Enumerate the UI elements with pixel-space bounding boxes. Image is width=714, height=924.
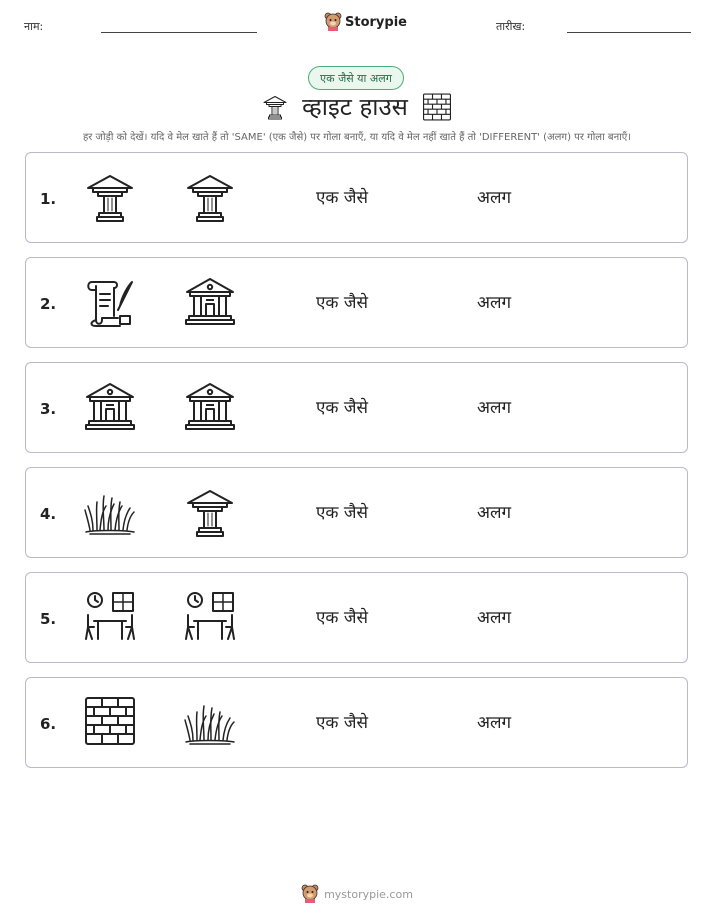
page-title: व्हाइट हाउस [302, 93, 408, 121]
brick-wall-icon [422, 93, 452, 121]
date-label: तारीख: [496, 20, 526, 33]
bear-icon [324, 12, 342, 32]
column-icon [262, 92, 288, 122]
question-number: 1. [40, 190, 57, 208]
question-row [25, 362, 688, 453]
question-row [25, 467, 688, 558]
option-different[interactable]: अलग [477, 188, 512, 208]
dining-room-icon [84, 591, 136, 643]
option-same[interactable]: एक जैसे [316, 503, 368, 523]
footer [0, 884, 714, 904]
question-number: 3. [40, 400, 57, 418]
storypie-logo [324, 12, 407, 32]
question-row [25, 152, 688, 243]
government-building-icon [184, 276, 236, 328]
option-same[interactable]: एक जैसे [316, 608, 368, 628]
dining-room-icon [184, 591, 236, 643]
question-row [25, 677, 688, 768]
instructions: हर जोड़ी को देखें। यदि वे मेल खाते हैं तो 'SAME' (एक जैसे) पर गोला बनाएँ, या यदि वे मेल नहीं खाते हैं तो 'DIFFERENT' (अलग) पर गोला बनाएँ। [82, 132, 632, 143]
option-different[interactable]: अलग [477, 398, 512, 418]
question-number: 4. [40, 505, 57, 523]
title-row [0, 90, 714, 123]
scroll-quill-icon [84, 276, 136, 328]
option-same[interactable]: एक जैसे [316, 293, 368, 313]
option-same[interactable]: एक जैसे [316, 188, 368, 208]
bear-icon [301, 884, 319, 904]
question-row [25, 572, 688, 663]
option-same[interactable]: एक जैसे [316, 398, 368, 418]
option-same[interactable]: एक जैसे [316, 713, 368, 733]
question-number: 2. [40, 295, 57, 313]
worksheet-type-badge: एक जैसे या अलग [308, 66, 404, 90]
option-different[interactable]: अलग [477, 608, 512, 628]
option-different[interactable]: अलग [477, 293, 512, 313]
grass-icon [84, 486, 136, 538]
question-number: 6. [40, 715, 57, 733]
brand-name: Storypie [345, 14, 407, 30]
government-building-icon [184, 381, 236, 433]
option-different[interactable]: अलग [477, 503, 512, 523]
name-field[interactable] [101, 32, 257, 33]
date-field[interactable] [567, 32, 691, 33]
option-different[interactable]: अलग [477, 713, 512, 733]
question-number: 5. [40, 610, 57, 628]
footer-url[interactable]: mystorypie.com [324, 887, 413, 901]
brick-wall-icon [84, 696, 136, 748]
question-row [25, 257, 688, 348]
column-icon [184, 171, 236, 223]
government-building-icon [84, 381, 136, 433]
column-icon [84, 171, 136, 223]
grass-icon [184, 696, 236, 748]
column-icon [184, 486, 236, 538]
name-label: नाम: [24, 20, 44, 33]
